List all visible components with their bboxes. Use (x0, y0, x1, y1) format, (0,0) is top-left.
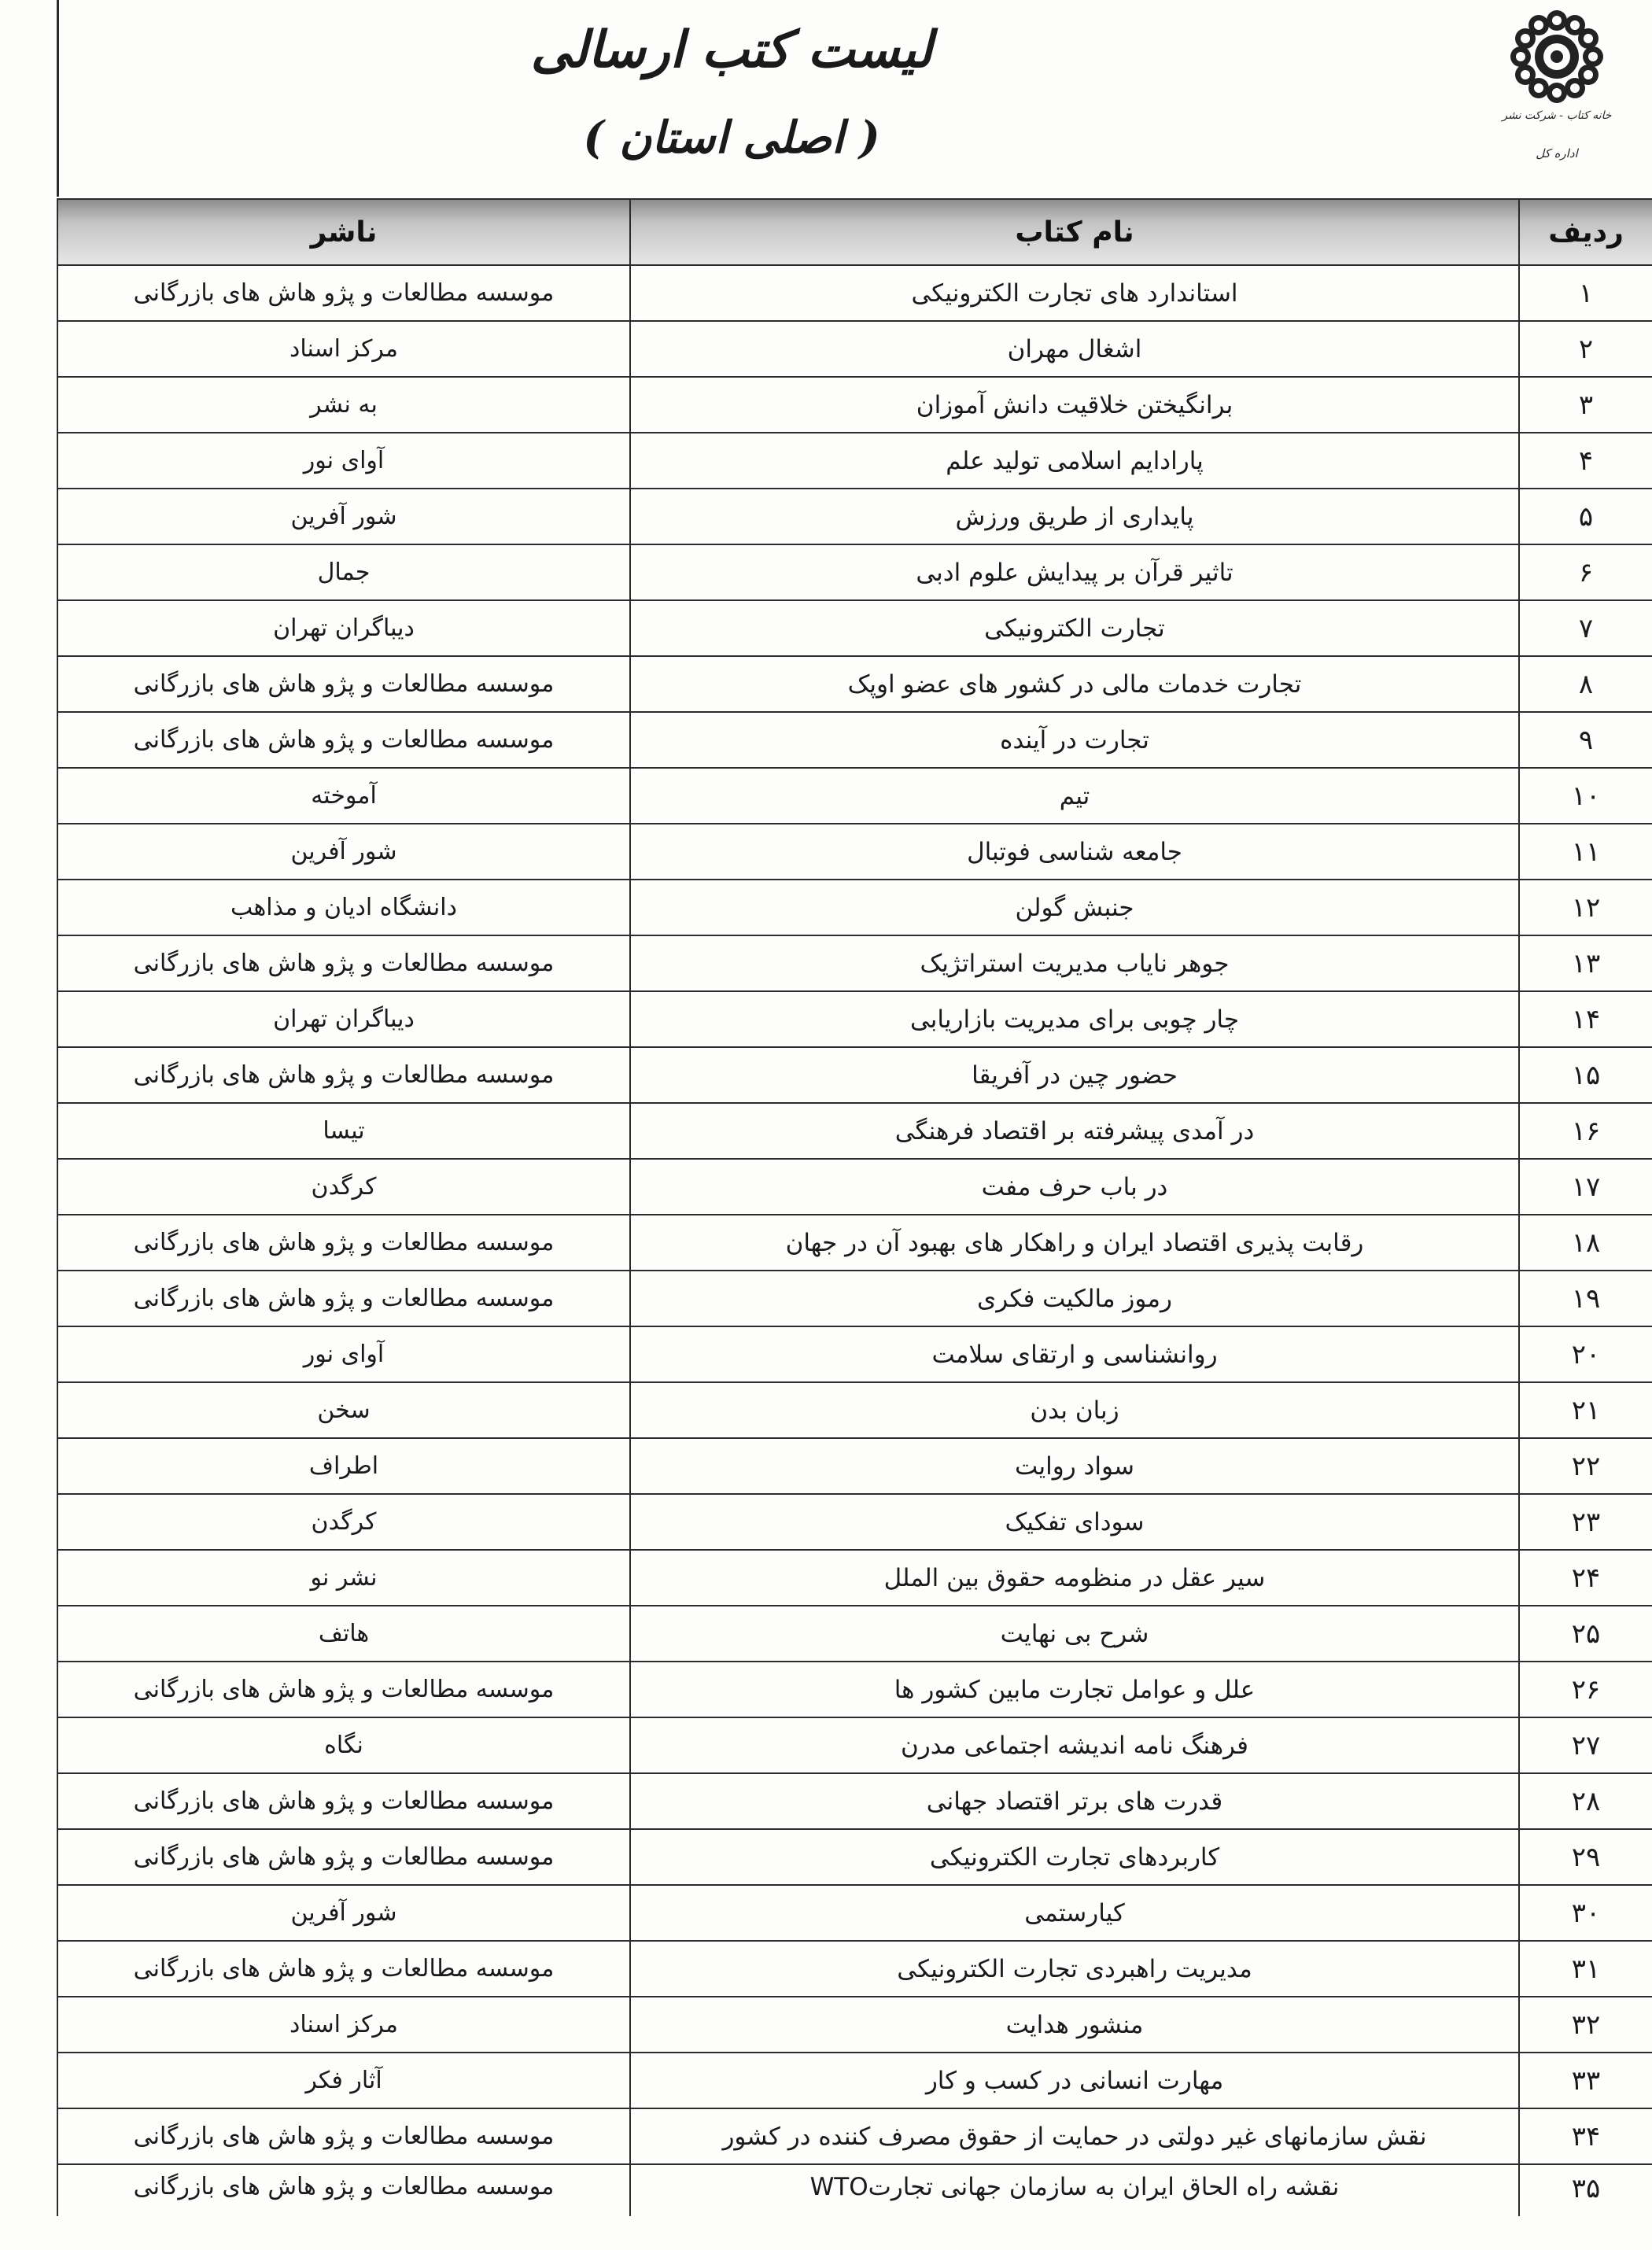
table-row (57, 1550, 1652, 1606)
table-row (57, 1215, 1652, 1271)
publisher-cell: اطراف (57, 1438, 630, 1494)
publisher-cell: موسسه مطالعات و پژو هاش های بازرگانی (57, 656, 630, 712)
book-title-cell: جوهر نایاب مدیریت استراتژیک (630, 935, 1519, 991)
book-title-cell: نقشه راه الحاق ایران به سازمان جهانی تجارتWTO (630, 2164, 1519, 2216)
table-row (57, 1606, 1652, 1662)
row-number-cell: ۱ (1519, 265, 1652, 321)
page-subtitle: ( اصلی استان ) (583, 112, 880, 164)
table-row (57, 600, 1652, 656)
table-row (57, 321, 1652, 377)
row-number-cell: ۱۶ (1519, 1103, 1652, 1159)
row-number-cell: ۲۸ (1519, 1773, 1652, 1829)
book-title-cell: رقابت پذیری اقتصاد ایران و راهکار های بهبود آن در جهان (630, 1215, 1519, 1271)
row-number-cell: ۲ (1519, 321, 1652, 377)
table-row (57, 377, 1652, 433)
publisher-cell: موسسه مطالعات و پژو هاش های بازرگانی (57, 1773, 630, 1829)
row-number-cell: ۱۳ (1519, 935, 1652, 991)
publisher-cell: شور آفرین (57, 489, 630, 544)
row-number-cell: ۳۵ (1519, 2164, 1652, 2216)
table-row (57, 1271, 1652, 1326)
publisher-cell: هاتف (57, 1606, 630, 1662)
table-row (57, 1326, 1652, 1382)
book-title-cell: پایداری از طریق ورزش (630, 489, 1519, 544)
book-title-cell: حضور چین در آفریقا (630, 1047, 1519, 1103)
book-title-cell: اشغال مهران (630, 321, 1519, 377)
book-title-cell: سواد روایت (630, 1438, 1519, 1494)
book-title-cell: سودای تفکیک (630, 1494, 1519, 1550)
table-row (57, 656, 1652, 712)
row-number-cell: ۱۷ (1519, 1159, 1652, 1215)
row-number-cell: ۳۰ (1519, 1885, 1652, 1941)
publisher-cell: مرکز اسناد (57, 321, 630, 377)
logo-signature: اداره کل (1536, 146, 1578, 160)
logo-caption: خانه کتاب - شرکت نشر (1502, 109, 1612, 122)
book-title-cell: علل و عوامل تجارت مابین کشور ها (630, 1662, 1519, 1717)
book-title-cell: رموز مالکیت فکری (630, 1271, 1519, 1326)
row-number-cell: ۱۲ (1519, 880, 1652, 935)
row-number-cell: ۵ (1519, 489, 1652, 544)
row-number-cell: ۳ (1519, 377, 1652, 433)
row-number-cell: ۶ (1519, 544, 1652, 600)
publisher-cell: شور آفرین (57, 824, 630, 880)
row-number-cell: ۳۳ (1519, 2053, 1652, 2108)
table-row (57, 880, 1652, 935)
table-row (57, 1829, 1652, 1885)
publisher-cell: موسسه مطالعات و پژو هاش های بازرگانی (57, 935, 630, 991)
row-number-cell: ۲۰ (1519, 1326, 1652, 1382)
book-title-cell: پارادایم اسلامی تولید علم (630, 433, 1519, 489)
publisher-cell: آموخته (57, 768, 630, 824)
flower-emblem-icon (1502, 8, 1612, 106)
table-row (57, 935, 1652, 991)
table-row (57, 1382, 1652, 1438)
publisher-cell: موسسه مطالعات و پژو هاش های بازرگانی (57, 1829, 630, 1885)
table-row (57, 265, 1652, 321)
book-title-cell: سیر عقل در منظومه حقوق بین الملل (630, 1550, 1519, 1606)
table-row (57, 824, 1652, 880)
publisher-cell: دیباگران تهران (57, 600, 630, 656)
book-title-cell: شرح بی نهایت (630, 1606, 1519, 1662)
publisher-cell: نشر نو (57, 1550, 630, 1606)
left-margin-rule (57, 0, 59, 197)
publisher-cell: موسسه مطالعات و پژو هاش های بازرگانی (57, 1047, 630, 1103)
publisher-cell: سخن (57, 1382, 630, 1438)
publisher-cell: آوای نور (57, 1326, 630, 1382)
row-number-cell: ۳۲ (1519, 1997, 1652, 2053)
books-table (57, 198, 1652, 2216)
publisher-cell: آوای نور (57, 433, 630, 489)
row-number-cell: ۱۰ (1519, 768, 1652, 824)
publisher-cell: موسسه مطالعات و پژو هاش های بازرگانی (57, 1271, 630, 1326)
table-row (57, 1103, 1652, 1159)
table-row (57, 712, 1652, 768)
row-number-cell: ۲۶ (1519, 1662, 1652, 1717)
book-title-cell: روانشناسی و ارتقای سلامت (630, 1326, 1519, 1382)
publisher-cell: موسسه مطالعات و پژو هاش های بازرگانی (57, 1215, 630, 1271)
table-row (57, 768, 1652, 824)
column-header-book-title: نام کتاب (630, 199, 1519, 265)
publisher-cell: موسسه مطالعات و پژو هاش های بازرگانی (57, 2164, 630, 2216)
book-title-cell: نقش سازمانهای غیر دولتی در حمایت از حقوق مصرف کننده در کشور (630, 2108, 1519, 2164)
book-title-cell: در آمدی پیشرفته بر اقتصاد فرهنگی (630, 1103, 1519, 1159)
book-title-cell: در باب حرف مفت (630, 1159, 1519, 1215)
table-row (57, 489, 1652, 544)
publisher-cell: موسسه مطالعات و پژو هاش های بازرگانی (57, 265, 630, 321)
book-title-cell: جنبش گولن (630, 880, 1519, 935)
row-number-cell: ۴ (1519, 433, 1652, 489)
organization-logo (1482, 8, 1632, 173)
row-number-cell: ۳۱ (1519, 1941, 1652, 1997)
table-row (57, 1159, 1652, 1215)
table-row (57, 1494, 1652, 1550)
book-title-cell: تجارت الکترونیکی (630, 600, 1519, 656)
book-title-cell: فرهنگ نامه اندیشه اجتماعی مدرن (630, 1717, 1519, 1773)
publisher-cell: به نشر (57, 377, 630, 433)
row-number-cell: ۳۴ (1519, 2108, 1652, 2164)
publisher-cell: نگاه (57, 1717, 630, 1773)
book-title-cell: کیارستمی (630, 1885, 1519, 1941)
book-title-cell: قدرت های برتر اقتصاد جهانی (630, 1773, 1519, 1829)
table-row (57, 991, 1652, 1047)
row-number-cell: ۲۳ (1519, 1494, 1652, 1550)
publisher-cell: آثار فکر (57, 2053, 630, 2108)
row-number-cell: ۲۷ (1519, 1717, 1652, 1773)
table-row (57, 1438, 1652, 1494)
row-number-cell: ۸ (1519, 656, 1652, 712)
book-title-cell: چار چوبی برای مدیریت بازاریابی (630, 991, 1519, 1047)
table-row (57, 1773, 1652, 1829)
row-number-cell: ۱۴ (1519, 991, 1652, 1047)
table-row (57, 1717, 1652, 1773)
book-title-cell: تجارت در آینده (630, 712, 1519, 768)
row-number-cell: ۲۴ (1519, 1550, 1652, 1606)
row-number-cell: ۲۵ (1519, 1606, 1652, 1662)
table-row (57, 1662, 1652, 1717)
book-title-cell: تیم (630, 768, 1519, 824)
table-row (57, 2053, 1652, 2108)
table-row (57, 1941, 1652, 1997)
book-title-cell: تجارت خدمات مالی در کشور های عضو اوپک (630, 656, 1519, 712)
book-title-cell: مدیریت راهبردی تجارت الکترونیکی (630, 1941, 1519, 1997)
publisher-cell: موسسه مطالعات و پژو هاش های بازرگانی (57, 1941, 630, 1997)
publisher-cell: شور آفرین (57, 1885, 630, 1941)
table-row (57, 2164, 1652, 2216)
column-header-publisher: ناشر (57, 199, 630, 265)
publisher-cell: دانشگاه ادیان و مذاهب (57, 880, 630, 935)
publisher-cell: موسسه مطالعات و پژو هاش های بازرگانی (57, 712, 630, 768)
publisher-cell: کرگدن (57, 1159, 630, 1215)
row-number-cell: ۲۲ (1519, 1438, 1652, 1494)
book-title-cell: جامعه شناسی فوتبال (630, 824, 1519, 880)
row-number-cell: ۱۹ (1519, 1271, 1652, 1326)
row-number-cell: ۲۹ (1519, 1829, 1652, 1885)
publisher-cell: جمال (57, 544, 630, 600)
row-number-cell: ۱۸ (1519, 1215, 1652, 1271)
publisher-cell: موسسه مطالعات و پژو هاش های بازرگانی (57, 1662, 630, 1717)
table-row (57, 1047, 1652, 1103)
table-row (57, 1997, 1652, 2053)
table-row (57, 1885, 1652, 1941)
book-title-cell: مهارت انسانی در کسب و کار (630, 2053, 1519, 2108)
publisher-cell: موسسه مطالعات و پژو هاش های بازرگانی (57, 2108, 630, 2164)
publisher-cell: دیباگران تهران (57, 991, 630, 1047)
page-title: لیست کتب ارسالی (530, 20, 933, 79)
book-title-cell: تاثیر قرآن بر پیدایش علوم ادبی (630, 544, 1519, 600)
book-title-cell: برانگیختن خلاقیت دانش آموزان (630, 377, 1519, 433)
row-number-cell: ۲۱ (1519, 1382, 1652, 1438)
row-number-cell: ۱۵ (1519, 1047, 1652, 1103)
table-row (57, 544, 1652, 600)
row-number-cell: ۷ (1519, 600, 1652, 656)
row-number-cell: ۹ (1519, 712, 1652, 768)
book-title-cell: زبان بدن (630, 1382, 1519, 1438)
row-number-cell: ۱۱ (1519, 824, 1652, 880)
book-title-cell: استاندارد های تجارت الکترونیکی (630, 265, 1519, 321)
publisher-cell: کرگدن (57, 1494, 630, 1550)
table-row (57, 2108, 1652, 2164)
table-header-row (57, 199, 1652, 265)
column-header-row-number: ردیف (1519, 199, 1652, 265)
publisher-cell: مرکز اسناد (57, 1997, 630, 2053)
book-title-cell: منشور هدایت (630, 1997, 1519, 2053)
publisher-cell: تیسا (57, 1103, 630, 1159)
table-row (57, 433, 1652, 489)
book-title-cell: کاربردهای تجارت الکترونیکی (630, 1829, 1519, 1885)
